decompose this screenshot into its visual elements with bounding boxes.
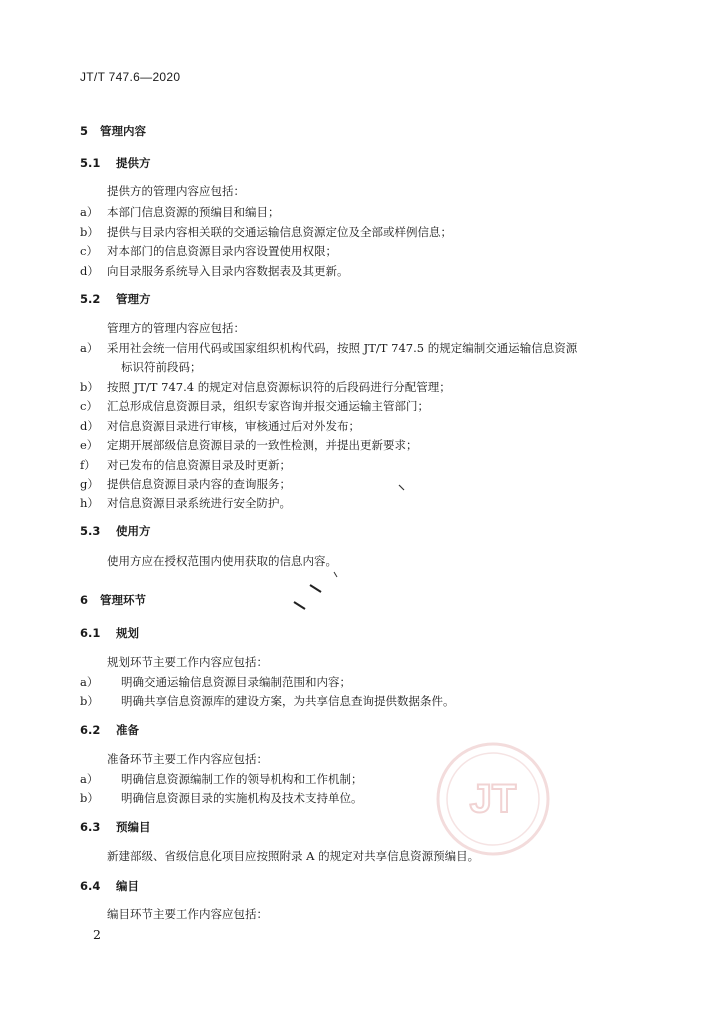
list-text: 明确交通运输信息资源目录编制范围和内容； (121, 675, 351, 689)
section-title: 编目 (116, 879, 139, 893)
section-6-4-heading (80, 878, 139, 894)
section-number: 6 (80, 593, 89, 607)
section-5-1-heading (80, 155, 151, 171)
list-text: 提供信息资源目录内容的查询服务； (107, 477, 291, 491)
section-title: 预编目 (116, 820, 151, 834)
list-text: 按照 JT/T 747.4 的规定对信息资源标识符的后段码进行分配管理； (107, 380, 451, 394)
jt-watermark-seal (434, 740, 552, 858)
list-label: h） (80, 496, 99, 510)
section-title: 使用方 (116, 524, 151, 538)
list-label: g） (80, 477, 99, 491)
list-label: c） (80, 399, 98, 413)
section-5-heading (80, 123, 146, 139)
scan-mark (332, 571, 340, 579)
paragraph: 管理方的管理内容应包括： (107, 321, 245, 335)
list-text: 对信息资源目录进行审核，审核通过后对外发布； (107, 419, 360, 433)
list-label: b） (80, 225, 99, 239)
list-label: a） (80, 341, 99, 355)
list-label: c） (80, 244, 98, 258)
section-6-2-heading (80, 722, 139, 738)
paragraph: 编目环节主要工作内容应包括： (107, 907, 268, 921)
section-number: 6.3 (80, 820, 101, 834)
list-text: 汇总形成信息资源目录，组织专家咨询并报交通运输主管部门； (107, 399, 429, 413)
paragraph: 使用方应在授权范围内使用获取的信息内容。 (107, 554, 337, 568)
list-label: b） (80, 791, 99, 805)
section-title: 管理内容 (100, 124, 146, 138)
page-number: 2 (93, 927, 101, 942)
list-text: 明确共享信息资源库的建设方案，为共享信息查询提供数据条件。 (121, 694, 455, 708)
section-number: 5.2 (80, 292, 101, 306)
list-text: 对已发布的信息资源目录及时更新； (107, 458, 291, 472)
list-text: 明确信息资源编制工作的领导机构和工作机制； (121, 772, 363, 786)
list-label: a） (80, 675, 99, 689)
section-5-2-heading (80, 291, 151, 307)
list-label: a） (80, 205, 99, 219)
section-number: 6.2 (80, 723, 101, 737)
section-number: 5 (80, 124, 89, 138)
list-label: d） (80, 264, 99, 278)
list-text: 定期开展部级信息资源目录的一致性检测，并提出更新要求； (107, 438, 418, 452)
list-text: 向目录服务系统导入目录内容数据表及其更新。 (107, 264, 349, 278)
list-label: b） (80, 380, 99, 394)
list-label: b） (80, 694, 99, 708)
section-title: 管理方 (116, 292, 151, 306)
list-label: f） (80, 458, 96, 472)
section-number: 6.1 (80, 626, 101, 640)
section-title: 提供方 (116, 156, 151, 170)
list-text: 对本部门的信息资源目录内容设置使用权限； (107, 244, 337, 258)
scan-mark (309, 584, 323, 594)
section-number: 5.3 (80, 524, 101, 538)
list-text: 采用社会统一信用代码或国家组织机构代码，按照 JT/T 747.5 的规定编制交通运输信息资源 (107, 341, 578, 355)
section-title: 管理环节 (100, 593, 146, 607)
list-text: 本部门信息资源的预编目和编目； (107, 205, 280, 219)
section-number: 5.1 (80, 156, 101, 170)
list-text: 对信息资源目录系统进行安全防护。 (107, 496, 291, 510)
list-text: 明确信息资源目录的实施机构及技术支持单位。 (121, 791, 363, 805)
section-6-3-heading (80, 819, 151, 835)
list-text: 提供与目录内容相关联的交通运输信息资源定位及全部或样例信息； (107, 225, 452, 239)
standard-code-header: JT/T 747.6—2020 (80, 70, 181, 84)
list-label: d） (80, 419, 99, 433)
list-label: a） (80, 772, 99, 786)
paragraph: 准备环节主要工作内容应包括： (107, 752, 268, 766)
section-title: 规划 (116, 626, 139, 640)
paragraph: 规划环节主要工作内容应包括： (107, 655, 268, 669)
scan-mark (293, 601, 307, 611)
paragraph: 新建部级、省级信息化项目应按照附录 A 的规定对共享信息资源预编目。 (107, 849, 480, 863)
scan-mark (398, 484, 406, 492)
paragraph: 提供方的管理内容应包括： (107, 184, 245, 198)
list-text-continuation: 标识符前段码； (121, 360, 202, 374)
section-6-1-heading (80, 625, 139, 641)
section-5-3-heading (80, 523, 151, 539)
watermark-text: JT (469, 777, 517, 821)
section-6-heading (80, 592, 146, 608)
list-label: e） (80, 438, 99, 452)
section-title: 准备 (116, 723, 139, 737)
section-number: 6.4 (80, 879, 101, 893)
